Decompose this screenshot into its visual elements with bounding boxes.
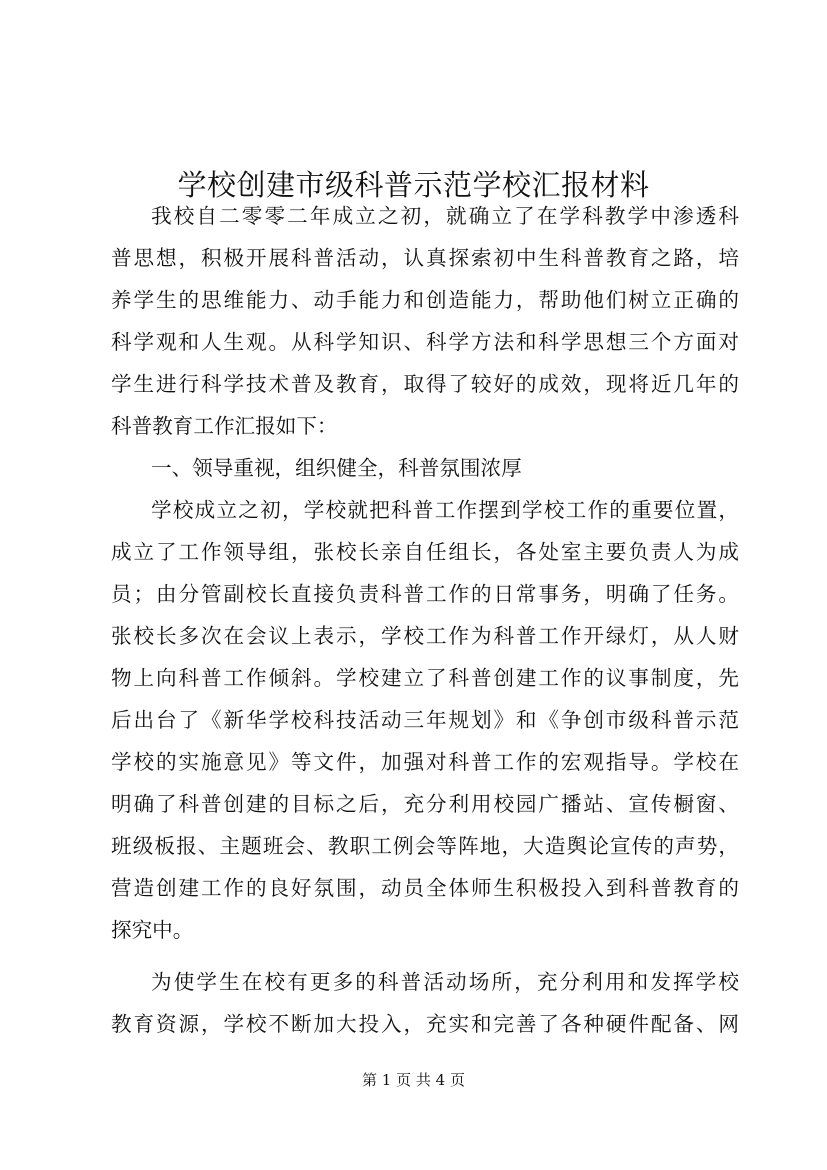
section-heading: 一、领导重视，组织健全，科普氛围浓厚 bbox=[151, 456, 522, 480]
document-title: 学校创建市级科普示范学校汇报材料 bbox=[177, 168, 650, 203]
paragraph-line: 明确了科普创建的目标之后，充分利用校园广播站、宣传橱窗、 bbox=[111, 792, 739, 816]
paragraph-line: 我校自二零零二年成立之初，就确立了在学科教学中渗透科 bbox=[151, 204, 739, 228]
paragraph-line: 学校的实施意见》等文件，加强对科普工作的宏观指导。学校在 bbox=[111, 750, 739, 774]
paragraph-line: 探究中。 bbox=[111, 918, 194, 942]
page-number-footer: 第 1 页 共 4 页 bbox=[362, 1071, 465, 1089]
paragraph-line: 物上向科普工作倾斜。学校建立了科普创建工作的议事制度，先 bbox=[111, 666, 739, 690]
paragraph-line: 营造创建工作的良好氛围，动员全体师生积极投入到科普教育的 bbox=[111, 876, 739, 900]
paragraph-line: 教育资源，学校不断加大投入，充实和完善了各种硬件配备、网 bbox=[111, 1012, 739, 1036]
paragraph-line: 为使学生在校有更多的科普活动场所，充分利用和发挥学校 bbox=[151, 970, 739, 994]
paragraph-line: 科普教育工作汇报如下： bbox=[111, 414, 338, 438]
paragraph-line: 普思想，积极开展科普活动，认真探索初中生科普教育之路，培 bbox=[111, 246, 739, 270]
paragraph-line: 张校长多次在会议上表示，学校工作为科普工作开绿灯，从人财 bbox=[111, 624, 739, 648]
paragraph-line: 员；由分管副校长直接负责科普工作的日常事务，明确了任务。 bbox=[111, 582, 739, 606]
paragraph-line: 学生进行科学技术普及教育，取得了较好的成效，现将近几年的 bbox=[111, 372, 739, 396]
paragraph-line: 后出台了《新华学校科技活动三年规划》和《争创市级科普示范 bbox=[111, 708, 739, 732]
paragraph-line: 成立了工作领导组，张校长亲自任组长，各处室主要负责人为成 bbox=[111, 540, 739, 564]
paragraph-line: 养学生的思维能力、动手能力和创造能力，帮助他们树立正确的 bbox=[111, 288, 739, 312]
paragraph-line: 学校成立之初，学校就把科普工作摆到学校工作的重要位置， bbox=[151, 498, 739, 522]
paragraph-line: 科学观和人生观。从科学知识、科学方法和科学思想三个方面对 bbox=[111, 330, 739, 354]
paragraph-line: 班级板报、主题班会、教职工例会等阵地，大造舆论宣传的声势， bbox=[111, 834, 739, 858]
